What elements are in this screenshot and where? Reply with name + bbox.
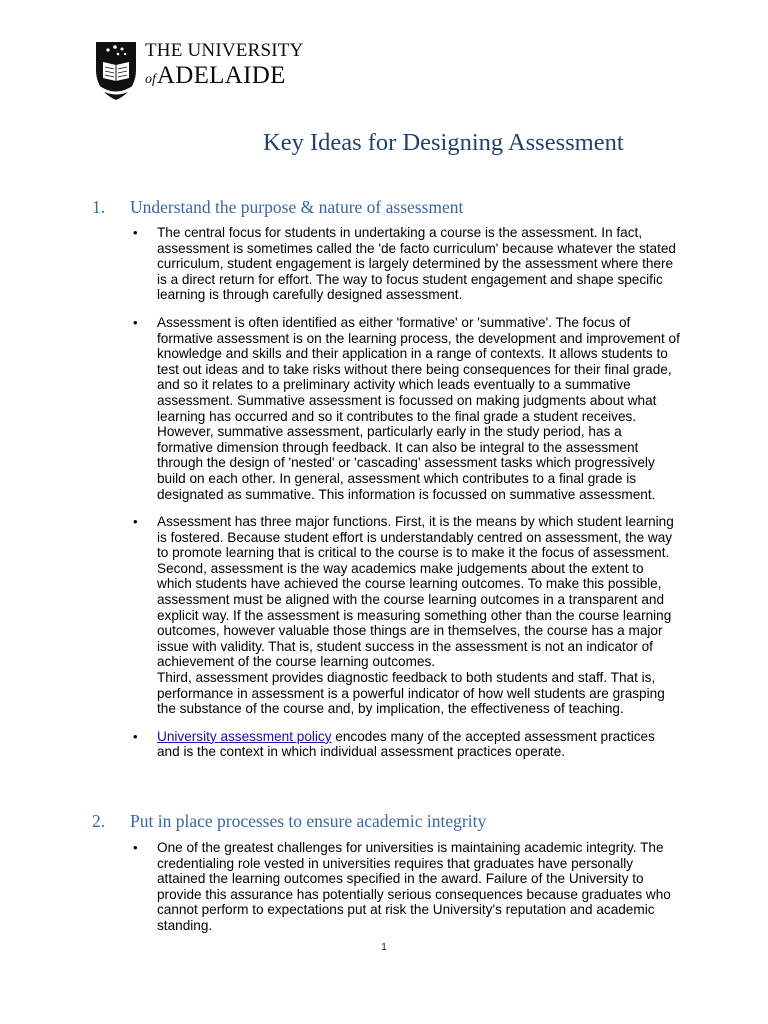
- section-heading-2: [92, 811, 486, 832]
- section-title: Understand the purpose & nature of assessment: [130, 197, 464, 217]
- section-heading-1: [92, 197, 463, 218]
- bullet-text-functions-2: Second, assessment is the way academics make judgements about the extent to which students have achieved the course learning outcomes. To make this possible, assessment must be aligned with the course learning outcomes in a transparent and explicit way. If the assessment is measuring something other than the course learning outcomes, however valuable those things are in themselves, the course has a major issue with validity. That is, student success in the assessment is not an indicator of achievement of the course learning outcomes.: [157, 560, 672, 670]
- university-name: ADELAIDE: [156, 62, 286, 89]
- bullet-text: [157, 729, 680, 760]
- bullet-icon: •: [133, 314, 138, 330]
- assessment-policy-link[interactable]: University assessment policy: [157, 728, 332, 744]
- bullet-text-functions-3: Third, assessment provides diagnostic feedback to both students and staff. That is, performance in assessment is a powerful indicator of how well students are grasping the substance of the course and, by implication, the effectiveness of teaching.: [157, 670, 665, 717]
- bullet-item: [0, 315, 768, 502]
- page-number: 1: [381, 942, 387, 953]
- university-crest-icon: [94, 40, 138, 102]
- bullet-icon: •: [133, 225, 138, 240]
- bullet-text: Assessment is often identified as either 'formative' or 'summative'. The focus of formative assessment is on the learning process, the development and improvement of knowledge and skills and their application in a range of contexts. It allows students to test out ideas and to take risks without there being consequences for their final grade, and so it relates to a preliminary activity which leads eventually to a summative assessment. Summative assessment is focussed on making judgments about what learning has occurred and so it contributes to the final grade a student receives. However, summative assessment, particularly early in the study period, has a formative dimension through feedback. It can also be integral to the assessment through the design of 'nested' or 'cascading' assessment tasks which progressively build on each other. In general, assessment which contributes to a final grade is designated as summative. This information is focussed on summative assessment.: [157, 314, 680, 502]
- bullet-icon: •: [133, 840, 138, 855]
- bullet-icon: •: [133, 514, 138, 530]
- university-logo: [94, 40, 303, 102]
- bullet-text: The central focus for students in undertaking a course is the assessment. In fact, assessment is sometimes called the 'de facto curriculum' because whatever the stated curriculum, student engagement is largely determined by the assessment where there is a direct return for effort. The way to focus student engagement and shape specific learning is through carefully designed assessment.: [157, 225, 676, 303]
- section-number: 2.: [92, 811, 106, 831]
- bullet-item: [0, 514, 768, 717]
- section-2-bullet-list: [0, 840, 768, 946]
- university-name-line1: THE UNIVERSITY: [145, 40, 304, 61]
- bullet-item: [0, 729, 768, 760]
- section-number: 1.: [92, 197, 106, 217]
- university-of: of: [145, 72, 156, 87]
- bullet-item: [0, 225, 768, 303]
- bullet-icon: •: [133, 728, 138, 744]
- section-title: Put in place processes to ensure academic integrity: [130, 811, 487, 831]
- policy-text: encodes many of the accepted assessment practices and is the context in which individual assessment practices operate.: [157, 728, 655, 760]
- document-title: Key Ideas for Designing Assessment: [263, 129, 624, 156]
- section-1-bullet-list: [0, 225, 768, 772]
- bullet-text: One of the greatest challenges for universities is maintaining academic integrity. The credentialing role vested in universities requires that graduates have personally attained the learning outcomes specified in the award. Failure of the University to provide this assurance has potentially serious consequences because graduates who cannot perform to expectations put at risk the University's reputation and academic standing.: [157, 840, 671, 933]
- bullet-item: [0, 840, 768, 934]
- bullet-text-functions-1: Assessment has three major functions. First, it is the means by which student learning is fostered. Because student effort is understandably centred on assessment, the way to promote learning that is critical to the course is to make it the focus of assessment.: [157, 514, 674, 561]
